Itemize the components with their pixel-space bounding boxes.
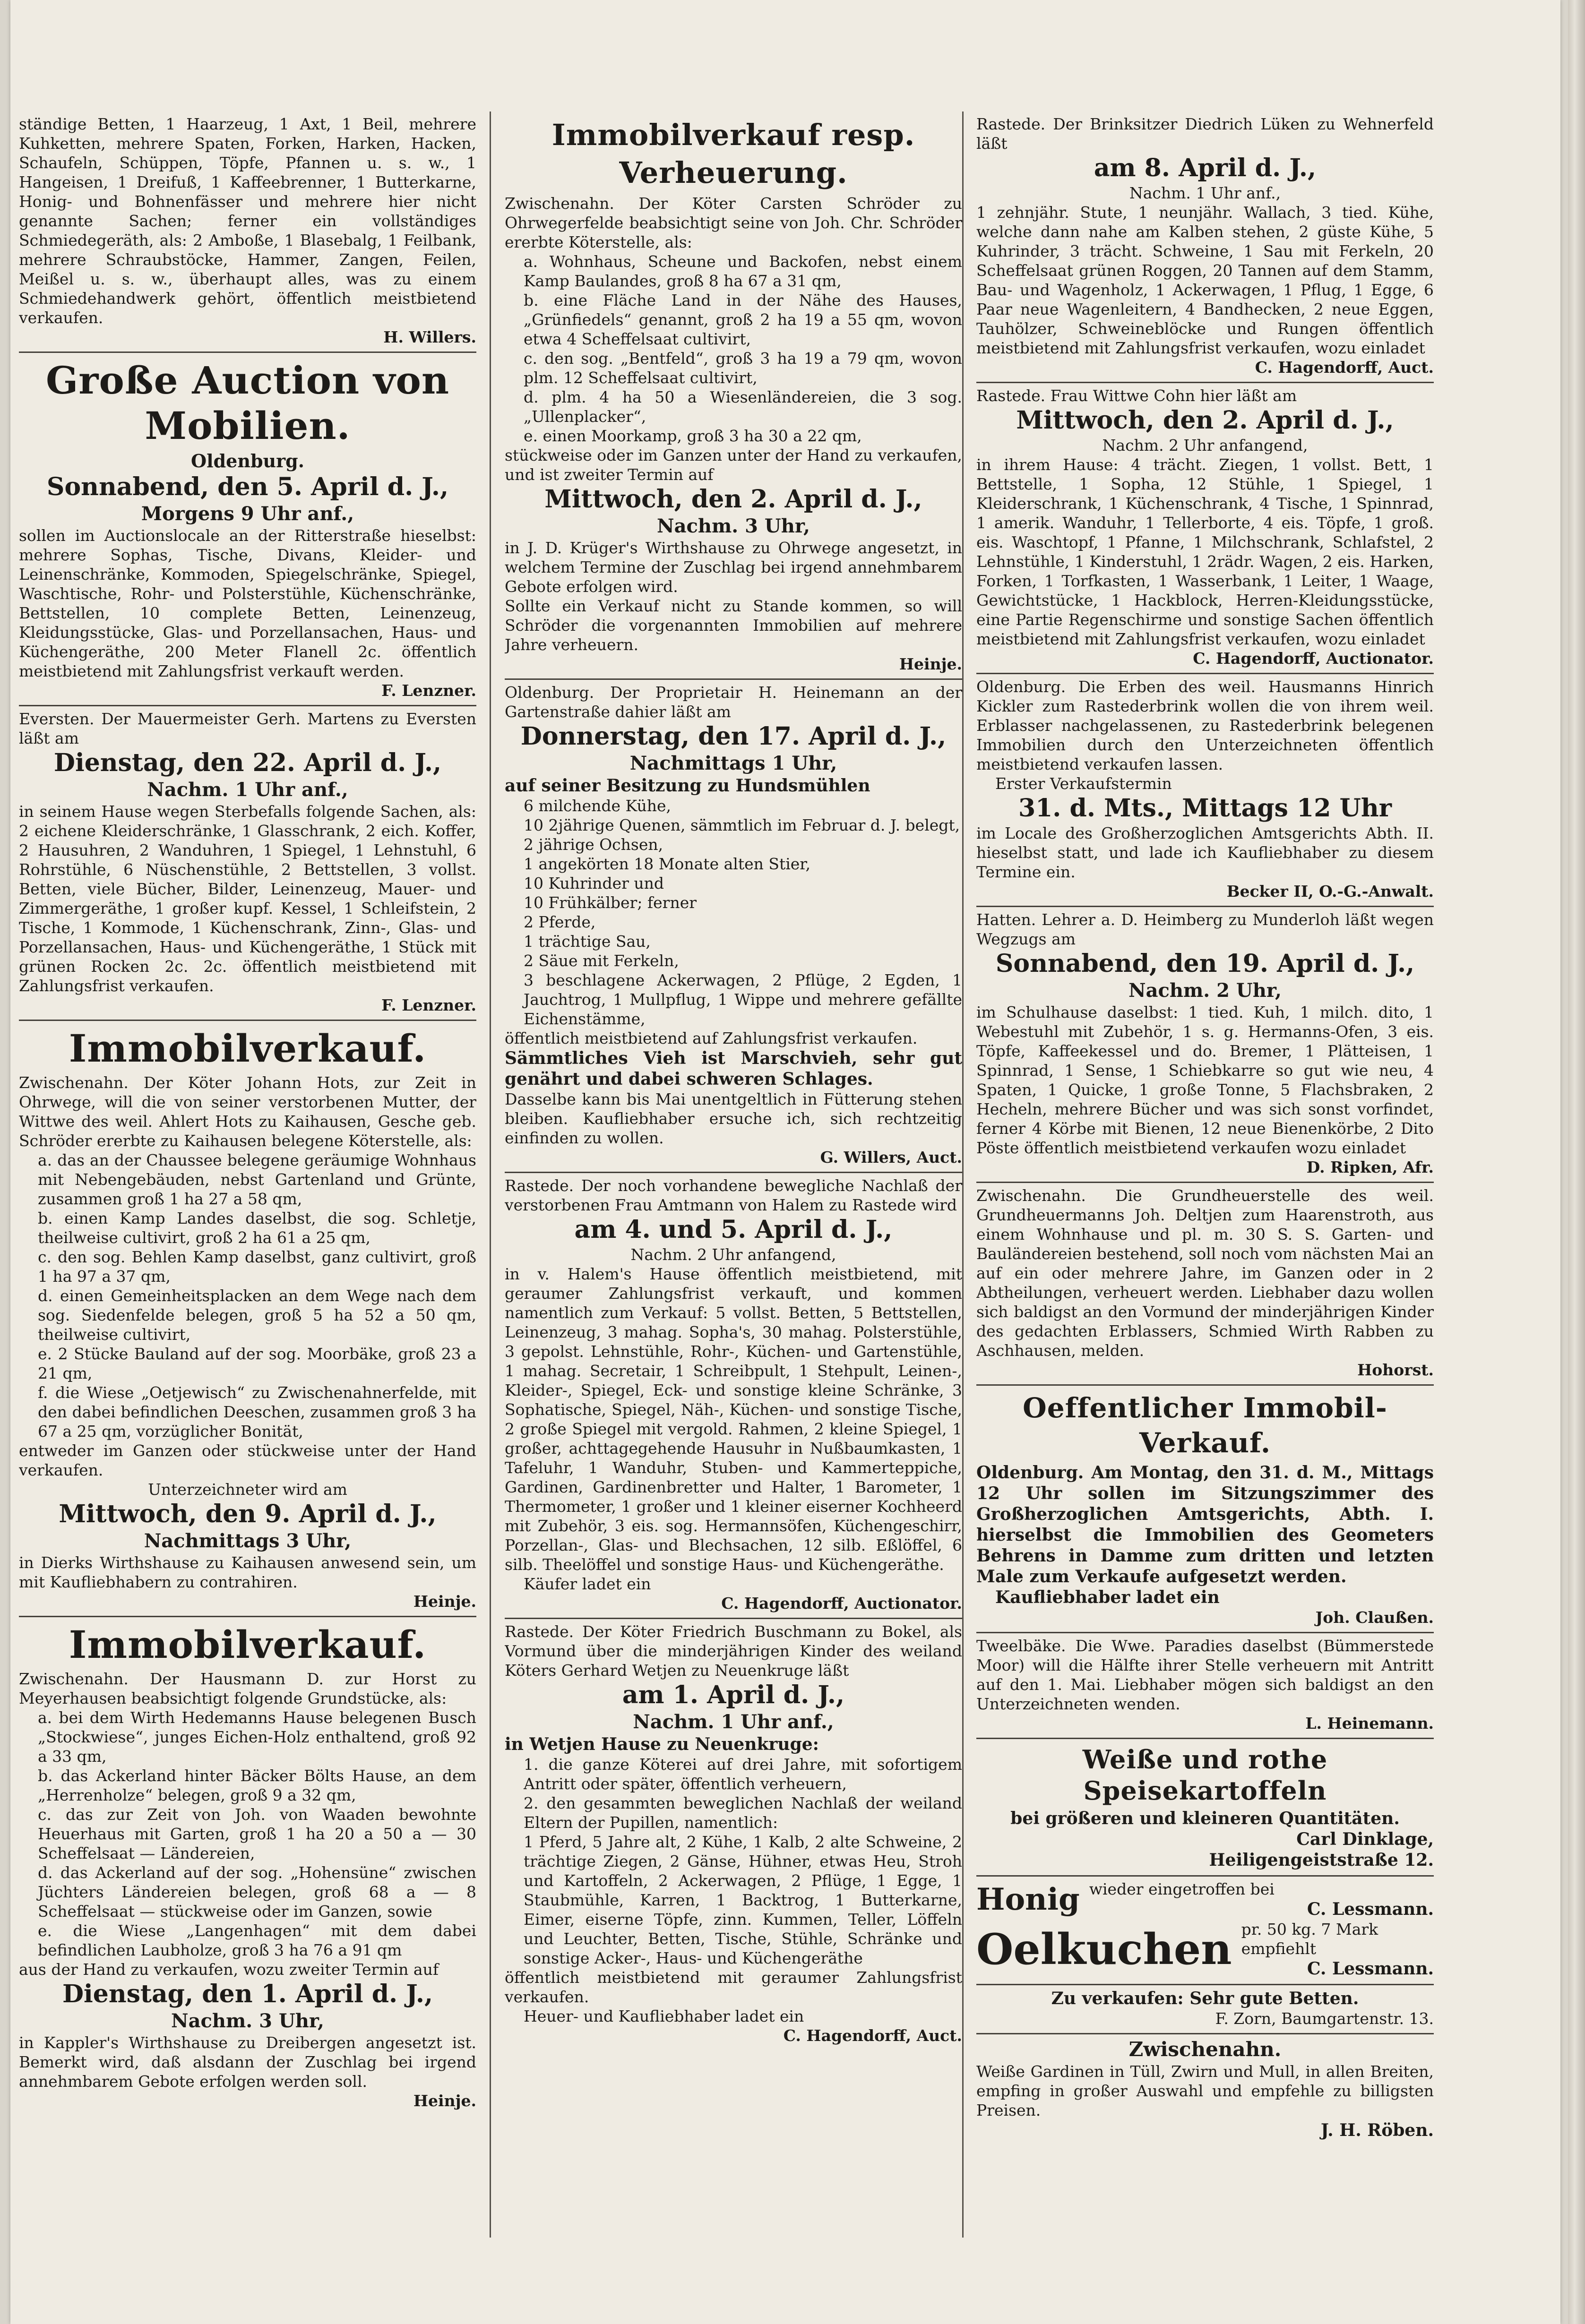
ad-time: Nachm. 1 Uhr anf., — [633, 1711, 834, 1733]
ad-time: Nachm. 1 Uhr anf., — [1129, 184, 1281, 202]
ad-place: in Wetjen Hause zu Neuenkruge: — [505, 1734, 819, 1754]
ad-body: im Schulhause daselbst: 1 tied. Kuh, 1 milch. dito, 1 Webestuhl mit Zubehör, 1 s. g. Hermanns-Ofen, 3 eis. Töpfe, Kaffeekessel und do. Bremer, 1 Plätteisen, 1 Spinnrad, 1 Sense, 1 Schiebkarre so gut wie neu, 4 Spaten, 1 Quicke, 1 große Tonne, 5 Flachsbraken, 2 Hecheln, mehrere Bücher und was sich sonst vorfindet, ferner 4 Körbe mit Bienen, 12 neue Bienenkörbe, 2 Dito Pöste öffentlich meistbietend verkaufen wozu einladet — [976, 1003, 1434, 1157]
list-item: 6 milchende Kühe, — [524, 797, 672, 815]
ad-headline: Große Auction von Mobilien. — [45, 358, 450, 448]
ad-date: Mittwoch, den 2. April d. J., — [1016, 406, 1394, 435]
list-item: e. einen Moorkamp, groß 3 ha 30 a 22 qm, — [524, 427, 862, 445]
ad-zorn — [976, 1985, 1434, 2034]
ad-signature: C. Hagendorff, Auctionator. — [1193, 649, 1434, 668]
ad-date: am 4. und 5. April d. J., — [574, 1215, 893, 1244]
list-item: e. 2 Stücke Bauland auf der sog. Moorbäke, groß 23 a 21 qm, — [38, 1345, 476, 1382]
ad-intro: Rastede. Der Brinksitzer Diedrich Lüken zu Wehnerfeld läßt — [976, 115, 1434, 153]
ad-date: am 1. April d. J., — [622, 1681, 845, 1709]
ad-time: Nachm. 2 Uhr, — [1128, 979, 1282, 1002]
list-item: d. das Ackerland auf der sog. „Hohensüne“ zwischen Jüchters Ländereien belegen, groß 68 a — 8 Scheffelsaat — stückweise oder im Ganzen, sowie — [38, 1863, 476, 1921]
ad-signature: C. Lessmann. — [1307, 1899, 1434, 1919]
ad-headline: Immobilverkauf resp. Verheuerung. — [551, 118, 915, 190]
ad-auction-mobilien — [19, 353, 476, 706]
ad-time: Nachm. 2 Uhr anfangend, — [1102, 436, 1308, 455]
ad-immobilverkauf-hots — [19, 1021, 476, 1617]
ad-note: Erster Verkaufstermin — [995, 774, 1172, 793]
ad-eversten — [19, 706, 476, 1021]
ad-note: Käufer ladet ein — [524, 1575, 651, 1593]
ad-signature: Heinje. — [413, 1592, 476, 1611]
list-item: 1. die ganze Köterei auf drei Jahre, mit sofortigem Antritt oder später, öffentlich verheuern, — [524, 1755, 962, 1793]
ad-signature: F. Zorn, Baumgartenstr. 13. — [1215, 2009, 1434, 2028]
ad-signature: L. Heinemann. — [1305, 1714, 1434, 1732]
list-item: b. das Ackerland hinter Bäcker Bölts Hause, an dem „Herrenholze“ belegen, groß 9 a 32 qm, — [38, 1767, 476, 1804]
ad-word: Honig — [976, 1881, 1080, 1917]
list-item: 2 jährige Ochsen, — [524, 835, 663, 854]
ad-address: Heiligengeiststraße 12. — [1209, 1850, 1434, 1870]
list-item: 10 Frühkälber; ferner — [524, 893, 697, 912]
ad-body: 1 Pferd, 5 Jahre alt, 2 Kühe, 1 Kalb, 2 alte Schweine, 2 trächtige Ziegen, 2 Gänse, Hühner, etwas Heu, Stroh und Kartoffeln, 2 Ackerwagen, 2 Pflüge, 1 Egge, 1 Staubmühle, Karren, 1 Backtrog, 1 Butterkarne, Eimer, eiserne Töpfe, zinn. Kummen, Teller, Löffeln und Leuchter, Betten, Tische, Stühle, Schränke und sonstige Acker-, Haus- und Küchengeräthe — [524, 1833, 962, 1967]
list-item: d. plm. 4 ha 50 a Wiesenländereien, die 3 sog. „Ullenplacker“, — [524, 388, 962, 426]
list-item: a. das an der Chaussee belegene geräumige Wohnhaus mit Nebengebäuden, nebst Gartenland und Grünte, zusammen groß 1 ha 27 a 58 qm, — [38, 1151, 476, 1208]
ad-headline: Oeffentlicher Immobil-Verkauf. — [1023, 1392, 1387, 1459]
ad-lueken — [976, 111, 1434, 383]
ad-date: Sonnabend, den 19. April d. J., — [995, 949, 1415, 978]
ad-place: auf seiner Besitzung zu Hundsmühlen — [505, 776, 870, 796]
ad-body: sollen im Auctionslocale an der Ritterstraße hieselbst: mehrere Sophas, Tische, Divans, Kleider- und Leinenschränke, Kommoden, Spiegelschränke, Spiegel, Waschtische, Rohr- und Polsterstühle, Küchenschränke, Bettstellen, 10 complete Betten, Leinenzeug, Kleidungsstücke, Glas- und Porzellansachen, Haus- und Küchengeräthe, 200 Meter Flanell 2c. öffentlich meistbietend mit Zahlungsfrist verkauft werden. — [19, 526, 476, 680]
ad-body: in ihrem Hause: 4 trächt. Ziegen, 1 vollst. Bett, 1 Bettstelle, 1 Sopha, 12 Stühle, 1 Spiegel, 1 Kleiderschrank, 1 Küchenschrank, 4 Tische, 1 Spinnrad, 1 amerik. Wanduhr, 1 Tellerborte, 4 eis. Töpfe, 1 groß. eis. Waschtopf, 1 Pfanne, 1 Milchschrank, Schlafstel, 2 Lehnstühle, 1 Kinderstuhl, 1 2rädr. Wagen, 2 eis. Harken, Forken, 1 Torfkasten, 1 Wasserbank, 1 Leiter, 1 Waage, Gewichtstücke, 1 Hackblock, Herren-Kleidungsstücke, eine Partie Regenschirme und sonstige Sachen öffentlich meistbietend mit Zahlungsfrist verkaufen, wozu einladet — [976, 455, 1434, 648]
ad-note: Dasselbe kann bis Mai unentgeltlich in Fütterung stehen bleiben. Kaufliebhaber ersuche ich, sich rechtzeitig einfinden zu wollen. — [505, 1090, 962, 1147]
list-item: 3 beschlagene Ackerwagen, 2 Pflüge, 2 Egden, 1 Jauchtrog, 1 Mullpflug, 1 Wippe und mehrere gefällte Eichenstämme, — [524, 971, 962, 1028]
ad-signature: Becker II, O.-G.-Anwalt. — [1226, 882, 1434, 900]
ad-time: Morgens 9 Uhr anf., — [141, 503, 354, 525]
list-item: 1 trächtige Sau, — [524, 932, 651, 951]
ad-signature: G. Willers, Auct. — [820, 1148, 962, 1166]
ad-headline: Immobilverkauf. — [69, 1026, 427, 1071]
column-3 — [976, 111, 1434, 2238]
ad-cohn — [976, 383, 1434, 674]
list-item: 10 2jährige Quenen, sämmtlich im Februar d. J. belegt, — [524, 816, 960, 834]
column-rule — [490, 111, 491, 2238]
ad-close: im Locale des Großherzoglichen Amtsgerichts Abth. II. hieselbst statt, und lade ich Kaufliebhaber zu diesem Termine ein. — [976, 824, 1434, 881]
list-item: a. bei dem Wirth Hedemanns Hause belegenen Busch „Stockwiese“, junges Eichen-Holz enthaltend, groß 92 a 33 qm, — [38, 1708, 476, 1766]
ad-date: Dienstag, den 22. April d. J., — [53, 748, 442, 777]
ad-intro: Oldenburg. Der Proprietair H. Heinemann an der Gartenstraße dahier läßt am — [505, 683, 962, 721]
list-item: a. Wohnhaus, Scheune und Backofen, nebst einem Kamp Baulandes, groß 8 ha 67 a 31 qm, — [524, 252, 962, 290]
ad-note: Heuer- und Kaufliebhaber ladet ein — [524, 2007, 804, 2025]
ad-headline: Immobilverkauf. — [69, 1622, 427, 1667]
ad-schroeder — [505, 111, 962, 680]
ad-signature: J. H. Röben. — [1320, 2120, 1434, 2140]
ad-body: in seinem Hause wegen Sterbefalls folgende Sachen, als: 2 eichene Kleiderschränke, 1 Glasschrank, 2 eich. Koffer, 2 Hausuhren, 2 Wanduhren, 1 Spiegel, 1 Lehnstuhl, 6 Rohrstühle, 6 Nüschenstühle, 2 Bettstellen, 3 vollst. Betten, viele Bücher, Bilder, Leinenzeug, Mauer- und Zimmergeräthe, 1 großer kupf. Kessel, 1 Schleifstein, 2 Tische, 1 Kommode, 1 Küchenschrank, Zinn-, Glas- und Porzellansachen, Haus- und Küchengeräthe, 1 Stück mit grünen Rocken 2c. 2c. öffentlich meistbietend mit Zahlungsfrist verkaufen. — [19, 802, 476, 995]
ad-body: Oldenburg. Die Erben des weil. Hausmanns Hinrich Kickler zum Rastederbrink wollen die von ihrem weil. Erblasser nachgelassenen, zu Rastederbrink belegenen Immobilien durch den Unterzeichneten öffentlich meistbietend verkaufen lassen. — [976, 677, 1434, 773]
list-item: 2 Säue mit Ferkeln, — [524, 952, 679, 970]
ad-place: Oldenburg. — [191, 450, 304, 472]
ad-signature: F. Lenzner. — [381, 996, 476, 1014]
ad-time: Nachm. 2 Uhr anfangend, — [630, 1245, 836, 1264]
ad-word: Oelkuchen — [976, 1924, 1232, 1974]
list-item: b. eine Fläche Land in der Nähe des Hauses, „Grünfiedels“ genannt, groß 2 ha 19 a 55 qm, wovon etwa 4 Scheffelsaat cultivirt, — [524, 291, 962, 348]
column-rule — [962, 111, 964, 2238]
ad-date: Dienstag, den 1. April d. J., — [62, 1980, 433, 2008]
ad-headline: Weiße und rothe Speisekartoffeln — [1082, 1744, 1328, 1806]
list-item: c. das zur Zeit von Joh. von Waaden bewohnte Heuerhaus mit Garten, groß 1 ha 20 a 50 a — 30 Scheffelsaat — Ländereien, — [38, 1805, 476, 1862]
ad-kickler — [976, 674, 1434, 907]
ad-time: Nachmittags 3 Uhr, — [144, 1530, 352, 1552]
ad-immobilverkauf-zurhorst — [19, 1617, 476, 2115]
ad-tail: entweder im Ganzen oder stückweise unter der Hand verkaufen. — [19, 1441, 476, 1479]
column-1 — [19, 111, 476, 2238]
ad-close: in J. D. Krüger's Wirthshause zu Ohrwege angesetzt, in welchem Termine der Zuschlag bei irgend annehmbarem Gebote erfolgen wird. — [505, 539, 962, 596]
ad-time: Nachm. 3 Uhr, — [657, 515, 810, 537]
ad-date: Sonnabend, den 5. April d. J., — [46, 472, 449, 501]
ad-body: Weiße Gardinen in Tüll, Zwirn und Mull, in allen Breiten, empfing in großer Auswahl und empfehle zu billigsten Preisen. — [976, 2062, 1434, 2119]
ad-tail: aus der Hand zu verkaufen, wozu zweiter Termin auf — [19, 1960, 439, 1979]
ad-body: Zwischenahn. Der Köter Johann Hots, zur Zeit in Ohrwege, will die von seiner verstorbenen Mutter, der Wittwe des weil. Ahlert Hots zu Kaihausen, Gesche geb. Schröder ererbte zu Kaihausen belegene Köterstelle, als: — [19, 1073, 476, 1150]
ad-lessmann — [976, 1877, 1434, 1985]
ad-paradies — [976, 1633, 1434, 1739]
ad-intro: Eversten. Der Mauermeister Gerh. Martens zu Eversten läßt am — [19, 710, 476, 747]
column-2 — [505, 111, 962, 2238]
ad-signature: Heinje. — [899, 655, 962, 673]
ad-roeben — [976, 2034, 1434, 2145]
ad-subline: bei größeren und kleineren Quantitäten. — [1010, 1809, 1400, 1828]
list-item: 2. den gesammten beweglichen Nachlaß der weiland Eltern der Pupillen, namentlich: — [524, 1794, 962, 1832]
ad-signature: C. Lessmann. — [1307, 1959, 1434, 1979]
ad-buschmann — [505, 1619, 962, 2050]
ad-bold-note: Sämmtliches Vieh ist Marschvieh, sehr gut genährt und dabei schweren Schlages. — [505, 1048, 962, 1089]
ad-intro: Rastede. Frau Wittwe Cohn hier läßt am — [976, 386, 1297, 405]
ad-text: pr. 50 kg. 7 Mark — [1241, 1920, 1378, 1938]
ad-intro: Hatten. Lehrer a. D. Heimberg zu Munderloh läßt wegen Wegzugs am — [976, 910, 1434, 948]
list-item: f. die Wiese „Oetjewisch“ zu Zwischenahnerfelde, mit den dabei befindlichen Deeschen, zusammen groß 3 ha 67 a 25 qm, vorzüglicher Bonität, — [38, 1383, 476, 1441]
ad-signature: C. Hagendorff, Auctionator. — [721, 1594, 962, 1612]
ad-behrens — [976, 1386, 1434, 1633]
ad-merchant: Carl Dinklage, — [1296, 1829, 1434, 1849]
ad-note: Kaufliebhaber ladet ein — [995, 1587, 1220, 1607]
honig-row — [976, 1879, 1434, 1920]
ad-tail: stückweise oder im Ganzen unter der Hand zu verkaufen, und ist zweiter Termin auf — [505, 446, 962, 484]
ad-signature: Joh. Claußen. — [1315, 1608, 1434, 1627]
ad-time: Nachmittags 1 Uhr, — [629, 752, 837, 774]
ad-intro: Rastede. Der Köter Friedrich Buschmann zu Bokel, als Vormund über die minderjährigen Kinder des weiland Köters Gerhard Wetjen zu Neuenkruge läßt — [505, 1622, 962, 1680]
list-item: 10 Kuhrinder und — [524, 874, 664, 892]
page-edge — [1568, 0, 1585, 2324]
ad-body: Oldenburg. Am Montag, den 31. d. M., Mittags 12 Uhr sollen im Sitzungszimmer des Großherzoglichen Amtsgerichts, Abth. I. hierselbst die Immobilien des Geometers Behrens in Damme zum dritten und letzten Male zum Verkaufe aufgesetzt werden. — [976, 1463, 1434, 1586]
ad-date: Mittwoch, den 2. April d. J., — [544, 485, 922, 514]
list-item: 1 angekörten 18 Monate alten Stier, — [524, 855, 810, 873]
ad-body: Zwischenahn. Der Hausmann D. zur Horst zu Meyerhausen beabsichtigt folgende Grundstücke, als: — [19, 1670, 476, 1707]
ad-tail: öffentlich meistbietend mit geraumer Zahlungsfrist verkaufen. — [505, 1968, 962, 2006]
ad-text: wieder eingetroffen bei — [1089, 1880, 1275, 1898]
ad-signature: D. Ripken, Afr. — [1306, 1158, 1434, 1176]
ad-note: Unterzeichneter wird am — [148, 1480, 347, 1499]
ad-deltjen — [976, 1183, 1434, 1386]
ad-time: Nachm. 3 Uhr, — [171, 2010, 324, 2032]
ad-body: Zwischenahn. Die Grundheuerstelle des weil. Grundheuermanns Joh. Deltjen zum Haarenstroth, aus einem Wohnhause und pl. m. 30 S. S. Garten- und Bauländereien bestehend, soll noch vom nächsten Mai an auf ein oder mehrere Jahre, im Ganzen oder in 2 Abtheilungen, verheuert werden. Liebhaber dazu wollen sich baldigst an den Vormund der minderjährigen Kinder des gedachten Erblassers, Schmied Wirth Rabben zu Aschhausen, melden. — [976, 1186, 1434, 1360]
ad-body: Zwischenahn. Der Köter Carsten Schröder zu Ohrwegerfelde beabsichtigt seine von Joh. Chr. Schröder ererbte Köterstelle, als: — [505, 194, 962, 251]
ad-dinklage — [976, 1739, 1434, 1877]
ad-body: Tweelbäke. Die Wwe. Paradies daselbst (Bümmerstede Moor) will die Hälfte ihrer Stelle verheuern mit Antritt auf den 1. Mai. Liebhaber mögen sich baldigst an den Unterzeichneten wenden. — [976, 1637, 1434, 1713]
ad-head: Zwischenahn. — [1128, 2038, 1282, 2061]
ad-date: Mittwoch, den 9. April d. J., — [59, 1500, 437, 1528]
list-item: c. den sog. „Bentfeld“, groß 3 ha 19 a 79 qm, wovon plm. 12 Scheffelsaat cultivirt, — [524, 349, 962, 387]
ad-signature: Hohorst. — [1357, 1361, 1434, 1379]
ad-willers-continued — [19, 111, 476, 353]
ad-date: 31. d. Mts., Mittags 12 Uhr — [1018, 794, 1392, 823]
ad-body: in v. Halem's Hause öffentlich meistbietend, mit geraumer Zahlungsfrist verkauft, und kommen namentlich zum Verkauf: 5 vollst. Betten, 5 Bettstellen, Leinenzeug, 3 mahag. Sopha's, 30 mahag. Polsterstühle, 3 gepolst. Lehnstühle, Rohr-, Küchen- und Gartenstühle, 1 mahag. Secretair, 1 Schreibpult, 1 Stehpult, Leinen-, Kleider-, Spiegel, Eck- und sonstige kleine Schränke, 3 Sophatische, Spiegel, Näh-, Küchen- und sonstige Tische, 2 große Spiegel mit vergold. Rahmen, 2 kleine Spiegel, 1 großer, achttagegehende Hausuhr in Nußbaumkasten, 1 Tafeluhr, 1 Wanduhr, Stuben- und Kammerteppiche, Gardinen, Gardinenbretter und Halter, 1 Barometer, 1 Thermometer, 1 großer und 1 kleiner eiserner Kochheerd mit Zubehör, 3 eis. sog. Hermannsöfen, Küchengeschirr, Porzellan-, Glas- und Blechsachen, 12 silb. Eßlöffel, 6 silb. Theelöffel und sonstige Haus- und Küchengeräthe. — [505, 1265, 962, 1574]
ad-vonhalem — [505, 1173, 962, 1619]
list-item: d. einen Gemeinheitsplacken an dem Wege nach dem sog. Siedenfelde belegen, groß 5 ha 52 a 50 qm, theilweise cultivirt, — [38, 1286, 476, 1344]
oelkuchen-row — [976, 1920, 1434, 1979]
ad-signature: C. Hagendorff, Auct. — [1255, 358, 1434, 377]
ad-signature: C. Hagendorff, Auct. — [783, 2026, 962, 2045]
ad-intro: Rastede. Der noch vorhandene bewegliche Nachlaß der verstorbenen Frau Amtmann von Halem zu Rastede wird — [505, 1176, 962, 1214]
ad-signature: Heinje. — [413, 2092, 476, 2110]
ad-close: in Dierks Wirthshause zu Kaihausen anwesend sein, um mit Kaufliebhabern zu contrahiren. — [19, 1553, 476, 1591]
ad-heimberg — [976, 907, 1434, 1183]
ad-signature: F. Lenzner. — [381, 681, 476, 700]
ad-signature: H. Willers. — [383, 328, 476, 346]
list-item: b. einen Kamp Landes daselbst, die sog. Schletje, theilweise cultivirt, groß 2 ha 61 a 25 qm, — [38, 1209, 476, 1247]
ad-text: empfiehlt — [1241, 1939, 1317, 1958]
ad-text: Zu verkaufen: Sehr gute Betten. — [1051, 1989, 1359, 2008]
ad-body: ständige Betten, 1 Haarzeug, 1 Axt, 1 Beil, mehrere Kuhketten, mehrere Spaten, Forken, Harken, Hacken, Schaufeln, Schüppen, Töpfe, Pfannen u. s. w., 1 Hangeisen, 1 Dreifuß, 1 Kaffeebrenner, 1 Butterkarne, Honig- und Bohnenfässer und mehrere hier nicht genannte Sachen; ferner ein vollständiges Schmiedegeräth, als: 2 Amboße, 1 Blasebalg, 1 Feilbank, mehrere Schraubstöcke, Hammer, Zangen, Feilen, Meißel u. s. w., überhaupt alles, was zu einem Schmiedehandwerk gehört, öffentlich meistbietend verkaufen. — [19, 115, 476, 327]
list-item: c. den sog. Behlen Kamp daselbst, ganz cultivirt, groß 1 ha 97 a 37 qm, — [38, 1248, 476, 1286]
ad-close: in Kappler's Wirthshause zu Dreibergen angesetzt ist. Bemerkt wird, daß alsdann der Zuschlag bei irgend annehmbarem Gebote erfolgen werden soll. — [19, 2033, 476, 2091]
ad-date: am 8. April d. J., — [1094, 154, 1317, 182]
ad-body: 1 zehnjähr. Stute, 1 neunjähr. Wallach, 3 tied. Kühe, welche dann nahe am Kalben stehen, 2 güste Kühe, 5 Kuhrinder, 3 trächt. Schweine, 1 Sau mit Ferkeln, 20 Scheffelsaat grünen Roggen, 20 Tannen auf dem Stamm, Bau- und Wagenholz, 1 Ackerwagen, 1 Pflug, 1 Egge, 6 Paar neue Wagenleitern, 4 Bandhecken, 2 neue Eggen, Tauhölzer, Schweineblöcke und Rungen öffentlich meistbietend mit Zahlungsfrist verkaufen, wozu einladet — [976, 203, 1434, 357]
ad-heinemann — [505, 680, 962, 1173]
ad-time: Nachm. 1 Uhr anf., — [147, 779, 348, 801]
list-item: e. die Wiese „Langenhagen“ mit dem dabei befindlichen Laubholze, groß 3 ha 76 a 91 qm — [38, 1921, 476, 1959]
ad-date: Donnerstag, den 17. April d. J., — [520, 722, 947, 751]
list-item: 2 Pferde, — [524, 913, 596, 931]
ad-tail: öffentlich meistbietend auf Zahlungsfrist verkaufen. — [505, 1029, 918, 1047]
ad-note: Sollte ein Verkauf nicht zu Stande kommen, so will Schröder die vorgenannten Immobilien auf mehrere Jahre verheuern. — [505, 597, 962, 654]
